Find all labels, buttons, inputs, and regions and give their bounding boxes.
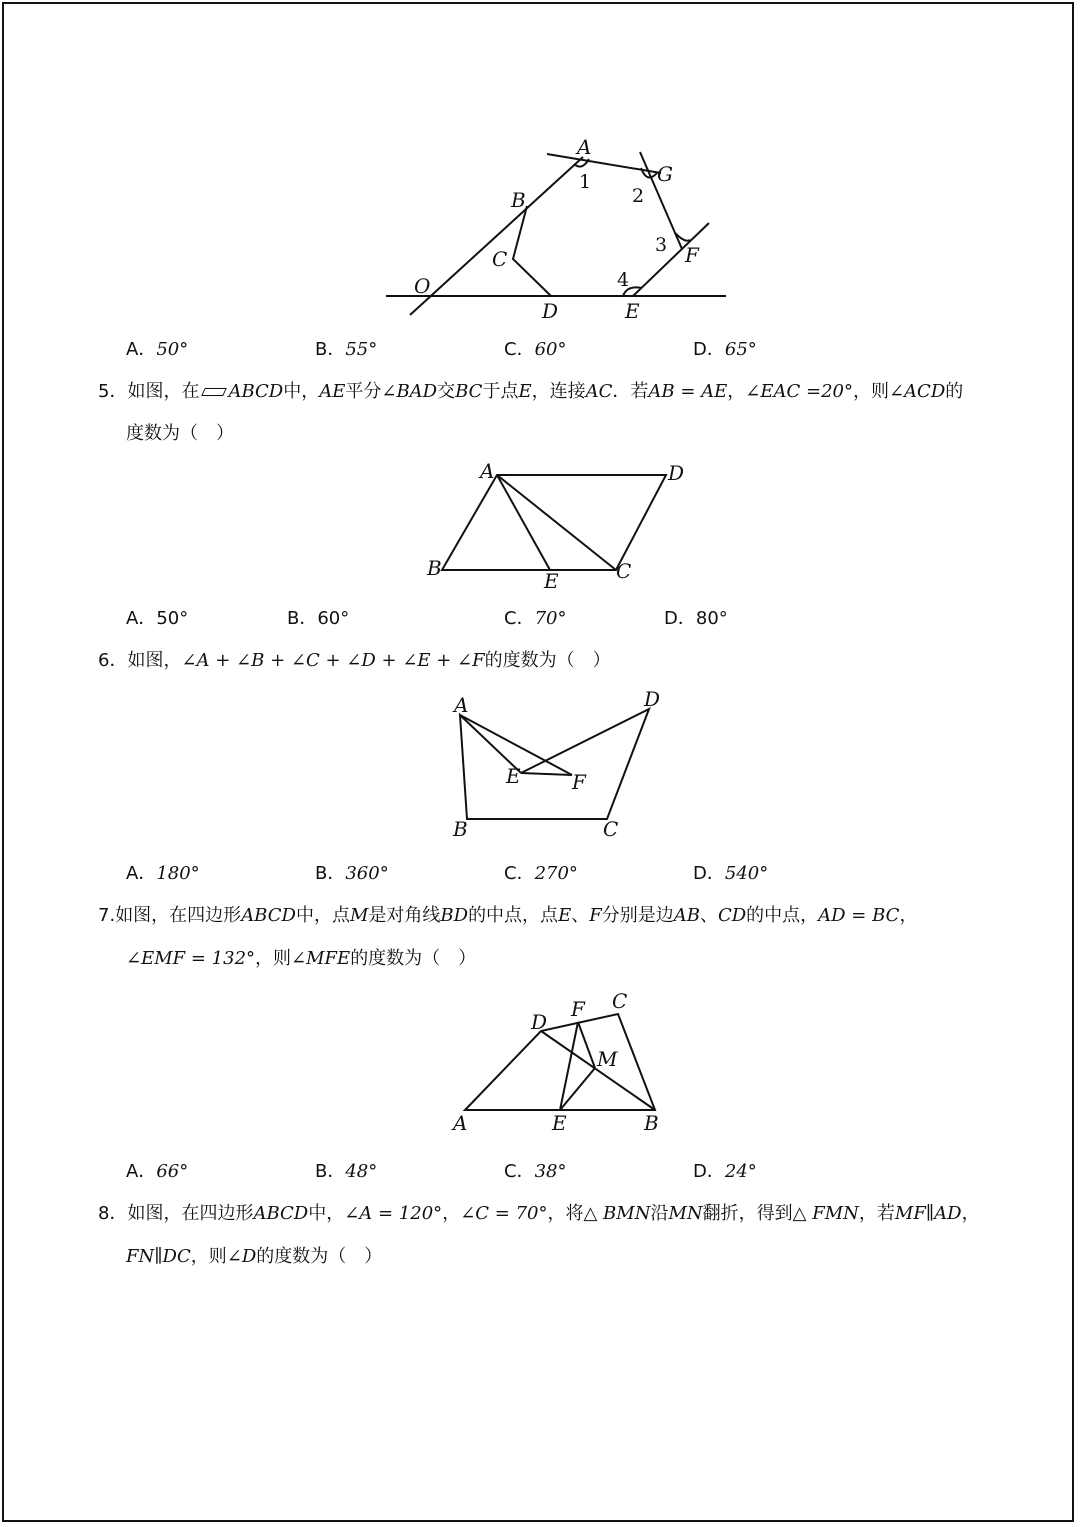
label-e: E	[506, 764, 521, 788]
label-b: B	[453, 817, 468, 841]
label-b: B	[427, 556, 442, 580]
label-b: B	[511, 188, 526, 212]
q8-stem-line2: FN∥DC，则∠D的度数为（ ）	[126, 1246, 383, 1267]
label-c: C	[603, 817, 619, 841]
q5-option-c[interactable]: C．70°	[504, 608, 567, 629]
segment-ef	[560, 1022, 578, 1110]
q7-option-b[interactable]: B．48°	[315, 1161, 378, 1182]
segment-ac	[497, 475, 616, 570]
label-a: A	[453, 1111, 468, 1135]
q4-option-c[interactable]: C．60°	[504, 339, 567, 360]
label-angle-1: 1	[579, 171, 592, 193]
label-f: F	[572, 770, 586, 794]
q7-option-a[interactable]: A．66°	[126, 1161, 189, 1182]
parallelogram-abcd	[442, 475, 666, 570]
q5-option-d[interactable]: D．80°	[664, 608, 728, 629]
q8-stem-line1: 8．如图，在四边形ABCD中，∠A = 120°，∠C = 70°，将△ BMN沿MN翻折，得到△ FMN，若MF∥AD，	[98, 1203, 980, 1224]
q6-figure	[440, 688, 670, 843]
q4-option-b[interactable]: B．55°	[315, 339, 378, 360]
label-e: E	[625, 299, 640, 323]
segment-ae	[497, 475, 550, 570]
q7-stem-line2: ∠EMF = 132°，则∠MFE的度数为（ ）	[126, 948, 477, 969]
label-e: E	[552, 1111, 567, 1135]
q7-option-d[interactable]: D．24°	[693, 1161, 757, 1182]
label-d: D	[542, 299, 559, 323]
label-c: C	[492, 247, 508, 271]
label-d: D	[531, 1010, 548, 1034]
label-a: A	[480, 459, 495, 483]
label-c: C	[616, 559, 632, 583]
parallelogram-icon	[202, 388, 228, 396]
q5-option-b[interactable]: B．60°	[287, 608, 350, 629]
q5-figure	[420, 458, 700, 593]
q7-stem-line1: 7.如图，在四边形ABCD中，点M是对角线BD的中点，点E、F分别是边AB、CD的中点，AD = BC，	[98, 905, 918, 926]
q6-option-b[interactable]: B．360°	[315, 863, 389, 884]
q7-option-c[interactable]: C．38°	[504, 1161, 567, 1182]
label-a: A	[454, 693, 469, 717]
q5-stem-line1: 5．如图，在 ABCD中，AE平分∠BAD交BC于点E，连接AC．若AB = AE，∠EAC =20°，则∠ACD的	[98, 381, 964, 402]
label-m: M	[597, 1047, 618, 1071]
q5-geometry-diagram	[420, 458, 700, 593]
q5-option-a[interactable]: A．50°	[126, 608, 189, 629]
q4-figure	[380, 130, 740, 330]
q6-geometry-diagram	[440, 688, 670, 843]
q4-geometry-diagram	[380, 130, 740, 330]
q6-option-a[interactable]: A．180°	[126, 863, 200, 884]
q6-stem: 6．如图，∠A + ∠B + ∠C + ∠D + ∠E + ∠F的度数为（ ）	[98, 650, 611, 671]
label-e: E	[544, 569, 559, 593]
segment-fm	[578, 1022, 595, 1068]
label-a: A	[577, 135, 592, 159]
line-o-b-a	[410, 157, 583, 315]
q4-option-a[interactable]: A．50°	[126, 339, 189, 360]
q7-geometry-diagram	[440, 985, 680, 1140]
q4-option-d[interactable]: D．65°	[693, 339, 757, 360]
quadrilateral-abcd	[465, 1014, 655, 1110]
label-o: O	[414, 274, 431, 298]
label-f: F	[571, 997, 585, 1021]
q6-option-d[interactable]: D．540°	[693, 863, 769, 884]
label-g: G	[657, 162, 673, 186]
label-angle-4: 4	[617, 269, 630, 291]
label-angle-2: 2	[632, 185, 645, 207]
label-angle-3: 3	[655, 234, 668, 256]
q5-stem-line2: 度数为（ ）	[126, 423, 234, 444]
label-d: D	[644, 687, 661, 711]
label-d: D	[668, 461, 685, 485]
q7-figure	[440, 985, 680, 1140]
label-b: B	[644, 1111, 659, 1135]
label-f: F	[685, 243, 699, 267]
label-c: C	[612, 989, 628, 1013]
closed-figure-path	[460, 709, 649, 819]
segment-ef	[521, 773, 572, 775]
line-b-c-d	[513, 206, 551, 296]
q6-option-c[interactable]: C．270°	[504, 863, 578, 884]
